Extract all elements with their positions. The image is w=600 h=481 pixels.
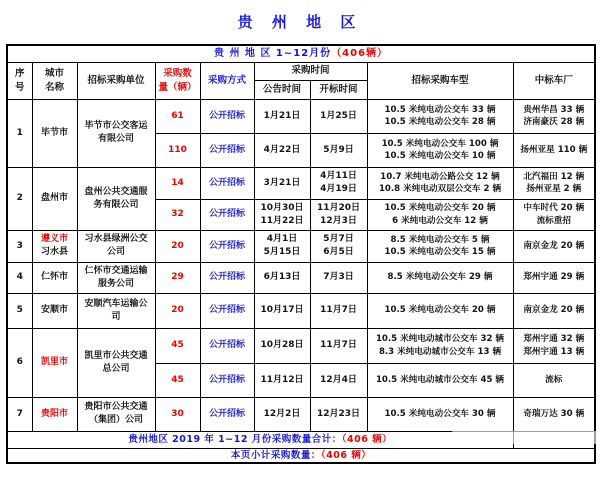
city-line: 习水县 <box>40 247 68 257</box>
footer-empty-cell <box>513 431 595 448</box>
open-date-cell: 12月4日 <box>310 363 367 397</box>
open-date-line: 4月19日 <box>320 184 357 194</box>
model-cell <box>367 167 513 199</box>
model-line: 10.5 米纯电动城市公交车 32 辆 <box>375 334 505 345</box>
qty-cell: 45 <box>155 363 200 397</box>
model-cell <box>367 262 513 293</box>
winner-line: 济南豪沃 28 辆 <box>523 117 585 127</box>
winner-cell <box>513 363 595 397</box>
banner-row <box>7 45 595 62</box>
unit-line: （集团）公司 <box>88 415 143 425</box>
open-date-line: 6月5日 <box>323 247 354 257</box>
unit-cell <box>77 328 155 397</box>
header-qty-line: 量（辆） <box>158 81 197 93</box>
header-model: 招标采购车型 <box>367 62 513 99</box>
winner-cell <box>513 133 595 167</box>
unit-line: 务有限公司 <box>93 199 139 210</box>
table-row <box>7 99 595 133</box>
notice-date-line: 5月15日 <box>263 247 301 257</box>
city-line: 毕节市 <box>40 127 68 138</box>
header-seq-line: 号 <box>14 81 25 93</box>
city-cell <box>32 397 77 431</box>
table-row <box>7 397 595 431</box>
header-qty <box>155 62 200 99</box>
unit-line: 贵阳市公共交通 <box>84 402 148 413</box>
method-cell: 公开招标 <box>200 133 254 167</box>
region-table <box>6 44 596 464</box>
banner-label: 贵 州 地 区 1~12月份 <box>214 47 332 59</box>
model-line: 8.3 米纯电动城市公交车 13 辆 <box>378 346 502 357</box>
qty-cell: 20 <box>155 230 200 262</box>
notice-date-cell: 12月2日 <box>254 397 310 431</box>
model-line: 10.5 米纯电动公交车 20 辆 <box>384 203 496 214</box>
banner-total: （406辆） <box>331 47 389 59</box>
winner-line: 北汽福田 12 辆 <box>523 171 585 182</box>
winner-line: 郑州宇通 32 辆 <box>523 334 585 345</box>
notice-date-cell: 1月21日 <box>254 99 310 133</box>
open-date-cell <box>310 167 367 199</box>
header-open-time: 开标时间 <box>310 80 367 99</box>
unit-cell <box>77 99 155 167</box>
seq-cell: 4 <box>7 262 32 293</box>
header-time-group: 采购时间 <box>254 62 367 80</box>
seq-cell: 2 <box>7 167 32 230</box>
model-cell <box>367 293 513 328</box>
unit-line: 有限公司 <box>97 134 134 144</box>
winner-cell <box>513 293 595 328</box>
method-cell: 公开招标 <box>200 397 254 431</box>
unit-line: 凯里市公共交通 <box>84 350 148 361</box>
footer-page-cell <box>7 448 595 463</box>
table-row <box>7 167 595 199</box>
footer-total-label: 贵州地区 2019 年 1~12 月份采购数量合计： <box>128 433 342 445</box>
method-cell: 公开招标 <box>200 328 254 363</box>
winner-cell <box>513 262 595 293</box>
winner-cell <box>513 99 595 133</box>
winner-line: 流标 <box>545 374 563 385</box>
winner-cell <box>513 167 595 199</box>
open-date-cell: 7月3日 <box>310 262 367 293</box>
notice-date-line: 11月22日 <box>260 215 304 226</box>
qty-cell: 32 <box>155 199 200 230</box>
unit-line: 公司 <box>106 247 125 257</box>
unit-line: 司 <box>111 311 121 322</box>
open-date-cell: 11月7日 <box>310 328 367 363</box>
city-line: 仁怀市 <box>40 272 68 283</box>
model-line: 10.8 米纯电动双层公交车 2 辆 <box>378 184 502 194</box>
qty-cell: 29 <box>155 262 200 293</box>
notice-date-cell: 10月28日 <box>254 328 310 363</box>
footer-total-row <box>7 431 595 448</box>
city-line: 贵阳市 <box>40 408 68 419</box>
model-cell <box>367 230 513 262</box>
model-line: 10.5 米纯电动公交车 20 辆 <box>384 305 496 316</box>
model-cell <box>367 328 513 363</box>
method-cell: 公开招标 <box>200 293 254 328</box>
unit-cell <box>77 167 155 230</box>
footer-total-value: （406 辆） <box>341 433 393 445</box>
unit-line: 毕节市公交客运 <box>84 121 148 132</box>
qty-cell: 20 <box>155 293 200 328</box>
notice-date-cell: 3月21日 <box>254 167 310 199</box>
footer-page-value: （406 辆） <box>320 449 372 461</box>
header-winner: 中标车厂 <box>513 62 595 99</box>
winner-line: 贵州华昌 33 辆 <box>523 104 585 115</box>
table-row <box>7 262 595 293</box>
header-method: 采购方式 <box>200 62 254 99</box>
notice-date-cell: 10月17日 <box>254 293 310 328</box>
model-line: 10.5 米纯电动公交车 33 辆 <box>384 104 496 115</box>
winner-cell <box>513 199 595 230</box>
qty-cell: 14 <box>155 167 200 199</box>
model-line: 10.5 米纯电动公交车 10 辆 <box>384 151 496 161</box>
unit-line: 习水县绿洲公交 <box>84 234 148 245</box>
model-line: 10.5 米纯电动公交车 15 辆 <box>384 247 496 257</box>
winner-line: 中车时代 20 辆 <box>523 203 585 214</box>
model-line: 10.5 米纯电动公交车 30 辆 <box>384 408 496 419</box>
unit-cell <box>77 262 155 293</box>
notice-date-line: 4月1日 <box>266 234 298 245</box>
winner-line: 扬州亚星 2 辆 <box>526 184 582 194</box>
seq-cell: 5 <box>7 293 32 328</box>
model-cell <box>367 99 513 133</box>
model-cell <box>367 363 513 397</box>
header-seq <box>7 62 32 99</box>
unit-line: 仁怀市交通运输 <box>84 265 148 276</box>
page-title: 贵 州 地 区 <box>237 13 363 31</box>
header-seq-line: 序 <box>14 68 25 80</box>
city-line: 盘州市 <box>40 193 68 204</box>
model-line: 10.5 米纯电动城市公交车 45 辆 <box>375 374 505 385</box>
open-date-line: 11月20日 <box>316 202 361 213</box>
model-line: 10.5 米纯电动公交车 100 辆 <box>381 138 499 149</box>
city-line: 遵义市 <box>40 234 68 245</box>
city-line: 凯里市 <box>40 357 68 368</box>
banner-cell <box>7 45 595 62</box>
notice-date-cell <box>254 199 310 230</box>
city-cell <box>32 167 77 230</box>
model-line: 8.5 米纯电动公交车 29 辆 <box>387 272 493 283</box>
header-notice-time: 公告时间 <box>254 80 310 99</box>
method-cell: 公开招标 <box>200 230 254 262</box>
open-date-cell: 1月25日 <box>310 99 367 133</box>
city-cell <box>32 262 77 293</box>
winner-line: 扬州亚星 110 辆 <box>520 144 588 155</box>
method-cell: 公开招标 <box>200 262 254 293</box>
seq-cell: 1 <box>7 99 32 167</box>
footer-page-row <box>7 448 595 463</box>
header-city <box>32 62 77 99</box>
city-cell <box>32 328 77 397</box>
unit-cell <box>77 230 155 262</box>
open-date-line: 12月3日 <box>320 215 357 226</box>
method-cell: 公开招标 <box>200 199 254 230</box>
unit-line: 总公司 <box>102 363 130 374</box>
table-row <box>7 328 595 363</box>
winner-cell <box>513 328 595 363</box>
model-line: 8.5 米纯电动公交车 5 辆 <box>390 234 490 245</box>
city-cell <box>32 230 77 262</box>
header-city-line: 城市 <box>44 68 64 80</box>
seq-cell: 3 <box>7 230 32 262</box>
city-line: 安顺市 <box>40 305 68 316</box>
seq-cell: 7 <box>7 397 32 431</box>
winner-cell <box>513 397 595 431</box>
unit-cell <box>77 397 155 431</box>
qty-cell: 45 <box>155 328 200 363</box>
header-unit: 招标采购单位 <box>77 62 155 99</box>
header-row-1 <box>7 62 595 80</box>
method-cell: 公开招标 <box>200 167 254 199</box>
city-cell <box>32 99 77 167</box>
table-row <box>7 230 595 262</box>
open-date-line: 5月7日 <box>323 234 354 245</box>
model-cell <box>367 133 513 167</box>
method-cell: 公开招标 <box>200 99 254 133</box>
winner-line: 南京金龙 20 辆 <box>523 305 585 316</box>
qty-cell: 61 <box>155 99 200 133</box>
unit-line: 安顺汽车运输公 <box>84 298 148 309</box>
open-date-line: 4月11日 <box>320 171 357 182</box>
qty-cell: 110 <box>155 133 200 167</box>
notice-date-cell <box>254 230 310 262</box>
open-date-cell <box>310 199 367 230</box>
open-date-cell: 11月7日 <box>310 293 367 328</box>
winner-line: 郑州宇通 13 辆 <box>523 346 585 357</box>
model-line: 6 米纯电动公交车 12 辆 <box>392 215 488 226</box>
table-row <box>7 293 595 328</box>
qty-cell: 30 <box>155 397 200 431</box>
open-date-cell <box>310 230 367 262</box>
header-city-line: 名称 <box>44 81 64 93</box>
unit-cell <box>77 293 155 328</box>
method-cell: 公开招标 <box>200 363 254 397</box>
seq-cell: 6 <box>7 328 32 397</box>
footer-page-label: 本页小计采购数量： <box>230 449 321 461</box>
model-cell <box>367 199 513 230</box>
unit-line: 盘州公共交通服 <box>84 186 148 197</box>
open-date-cell: 12月23日 <box>310 397 367 431</box>
winner-line: 流标重招 <box>536 215 571 226</box>
unit-line: 服务公司 <box>97 278 134 289</box>
header-qty-line: 采购数 <box>163 68 192 80</box>
winner-line: 南京金龙 20 辆 <box>523 240 585 251</box>
winner-line: 郑州宇通 29 辆 <box>523 272 585 283</box>
model-line: 10.5 米纯电动公交车 28 辆 <box>384 117 496 127</box>
notice-date-cell: 6月13日 <box>254 262 310 293</box>
winner-cell <box>513 230 595 262</box>
model-line: 10.7 米纯电动公路公交 12 辆 <box>380 171 500 182</box>
footer-total-cell <box>7 431 513 448</box>
model-cell <box>367 397 513 431</box>
notice-date-cell: 4月22日 <box>254 133 310 167</box>
notice-date-cell: 11月12日 <box>254 363 310 397</box>
city-cell <box>32 293 77 328</box>
notice-date-line: 10月30日 <box>260 202 304 213</box>
winner-line: 奇瑞万达 30 辆 <box>523 408 585 419</box>
open-date-cell: 5月9日 <box>310 133 367 167</box>
